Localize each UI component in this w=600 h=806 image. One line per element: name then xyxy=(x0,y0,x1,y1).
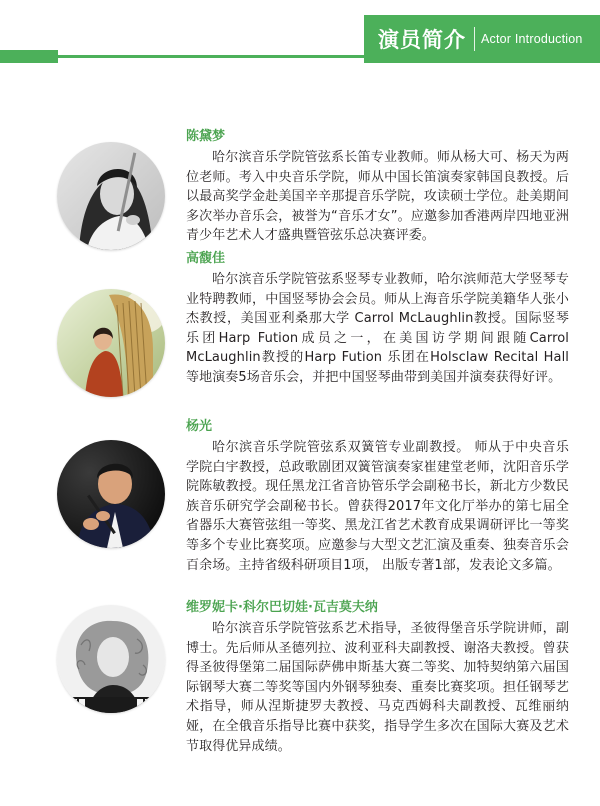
performer-name: 杨光 xyxy=(186,419,213,434)
performer-bio: 哈尔滨音乐学院管弦系长笛专业教师。师从杨大可、杨天为两位老师。考入中央音乐学院，师从中国长笛演奏家韩国良教授。后以最高奖学金赴美国辛辛那提音乐学院，攻读硕士学位。赴美期间多次举办音乐会，被誉为“音乐才女”。应邀参加香港两岸四地亚洲青少年艺术人才盛典暨管弦乐总决赛评委。 xyxy=(186,150,569,244)
section-header xyxy=(364,15,600,63)
performer-name: 高馥佳 xyxy=(186,251,226,266)
performer-bio: 哈尔滨音乐学院管弦系竖琴专业教师，哈尔滨师范大学竖琴专业特聘教师，中国竖琴协会会员。师从上海音乐学院美籍华人张小杰教授，美国亚利桑那大学 Carrol McLaughlin教授。国际竖琴乐团Harp Fution成员之一，在美国访学期间跟随Carrol McLaughlin教授的Harp Fution 乐团在Holsclaw Recital Hall等地演奏5场音乐会，并把中国竖琴曲带到美国并演奏获得好评。 xyxy=(186,272,569,385)
header-rule xyxy=(58,55,364,58)
portrait-photo xyxy=(57,440,165,548)
portrait-photo xyxy=(57,289,165,397)
performer-name: 陈黛梦 xyxy=(186,129,226,144)
portrait-photo xyxy=(57,605,165,713)
header-accent-bar xyxy=(0,50,58,63)
section-title-en: Actor Introduction xyxy=(481,32,583,46)
portrait-photo xyxy=(57,142,165,250)
performer-bio: 哈尔滨音乐学院管弦系艺术指导，圣彼得堡音乐学院讲师，副博士。先后师从圣德列拉、波利亚科夫副教授、谢洛夫教授。曾获得圣彼得堡第二届国际萨佛申斯基大赛二等奖、加特契纳第六届国际钢琴大赛二等奖等国内外钢琴独奏、重奏比赛奖项。担任钢琴艺术指导，师从涅斯捷罗夫教授、马克西姆科夫副教授、瓦维丽纳娅，在全俄音乐指导比赛中获奖，指导学生多次在国际大赛及艺术节取得优异成绩。 xyxy=(186,621,569,754)
section-title: 演员简介 xyxy=(378,28,466,52)
performer-bio: 哈尔滨音乐学院管弦系双簧管专业副教授。 师从于中央音乐学院白宇教授，总政歌剧团双簧管演奏家崔建堂老师，沈阳音乐学院陈敏教授。现任黑龙江省音协管乐学会副秘书长，新北方少数民族音乐研究学会副秘书长。曾获得2017年文化厅举办的第七届全省器乐大赛管弦组一等奖、黑龙江省艺术教育成果调研评比一等奖等多个专业比赛奖项。应邀参与大型文艺汇演及重奏、独奏音乐会百余场。主持省级科研项目1项， 出版专著1部，发表论文多篇。 xyxy=(186,440,569,573)
header-divider xyxy=(474,27,475,51)
performer-name: 维罗妮卡·科尔巴切娃·瓦吉莫夫纳 xyxy=(186,600,378,615)
